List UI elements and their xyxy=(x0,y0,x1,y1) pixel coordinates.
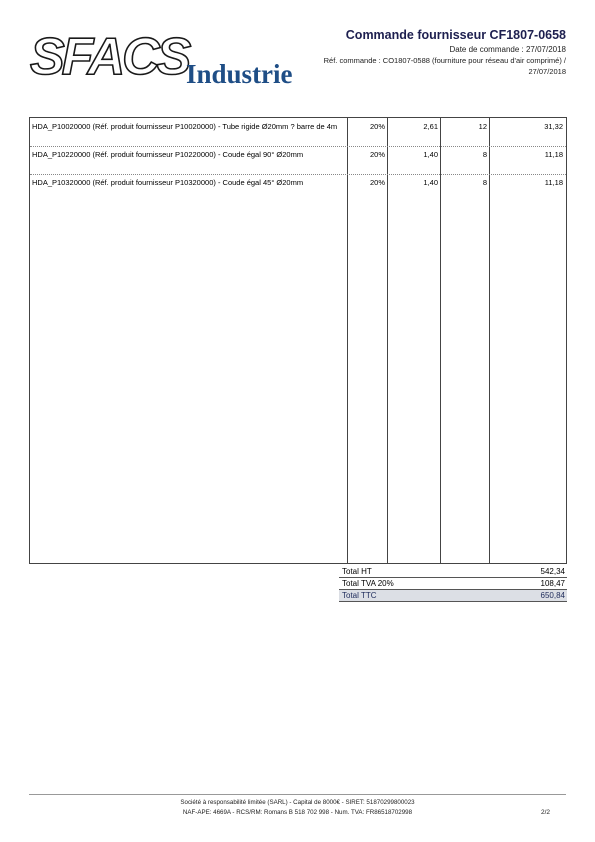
total-ht-row xyxy=(339,566,567,578)
logo-mark: SFACS xyxy=(30,28,189,86)
table-row xyxy=(30,146,566,175)
line-unit-price: 1,40 xyxy=(423,150,438,159)
line-unit-price: 2,61 xyxy=(423,122,438,131)
line-total: 11,18 xyxy=(544,150,563,159)
table-row xyxy=(30,174,566,202)
line-quantity: 8 xyxy=(482,150,487,159)
total-tva-value: 108,47 xyxy=(540,579,565,588)
total-ttc-value: 650,84 xyxy=(540,591,565,600)
total-ttc-row xyxy=(339,590,567,602)
order-lines-table xyxy=(29,117,567,564)
company-logo xyxy=(28,26,313,88)
total-ht-value: 542,34 xyxy=(540,567,565,576)
line-description: HDA_P10020000 (Réf. produit fournisseur P10020000) - Tube rigide Ø20mm ? barre de 4m xyxy=(32,122,338,131)
page-number: 2/2 xyxy=(540,809,550,816)
line-quantity: 8 xyxy=(482,178,487,187)
order-date: Date de commande : 27/07/2018 xyxy=(449,45,566,54)
total-ht-label: Total HT xyxy=(342,567,372,576)
line-vat-rate: 20% xyxy=(369,150,385,159)
footer-legal-line2: NAF-APE: 4669A - RCS/RM: Romans B 518 702 998 - Num. TVA: FR86518702998 xyxy=(182,809,413,816)
logo-word: Industrie xyxy=(186,59,293,88)
document-title: Commande fournisseur CF1807-0658 xyxy=(345,28,566,42)
line-total: 11,18 xyxy=(544,178,563,187)
line-description: HDA_P10320000 (Réf. produit fournisseur P10320000) - Coude égal 45° Ø20mm xyxy=(32,178,304,187)
line-quantity: 12 xyxy=(478,122,487,131)
totals-block xyxy=(339,566,567,602)
total-tva-label: Total TVA 20% xyxy=(342,579,394,588)
line-vat-rate: 20% xyxy=(369,122,385,131)
line-unit-price: 1,40 xyxy=(423,178,438,187)
line-vat-rate: 20% xyxy=(369,178,385,187)
total-tva-row xyxy=(339,578,567,590)
order-reference: Réf. commande : CO1807-0588 (fourniture pour réseau d'air comprimé) / 27/07/2018 xyxy=(323,56,566,76)
line-description: HDA_P10220000 (Réf. produit fournisseur P10220000) - Coude égal 90° Ø20mm xyxy=(32,150,304,159)
footer-divider xyxy=(29,794,566,795)
total-ttc-label: Total TTC xyxy=(342,591,377,600)
line-total: 31,32 xyxy=(544,122,563,131)
footer-legal-line1: Société à responsabilité limitée (SARL) - Capital de 8000€ - SIRET: 51870299800023 xyxy=(180,799,415,806)
table-row xyxy=(30,118,566,147)
